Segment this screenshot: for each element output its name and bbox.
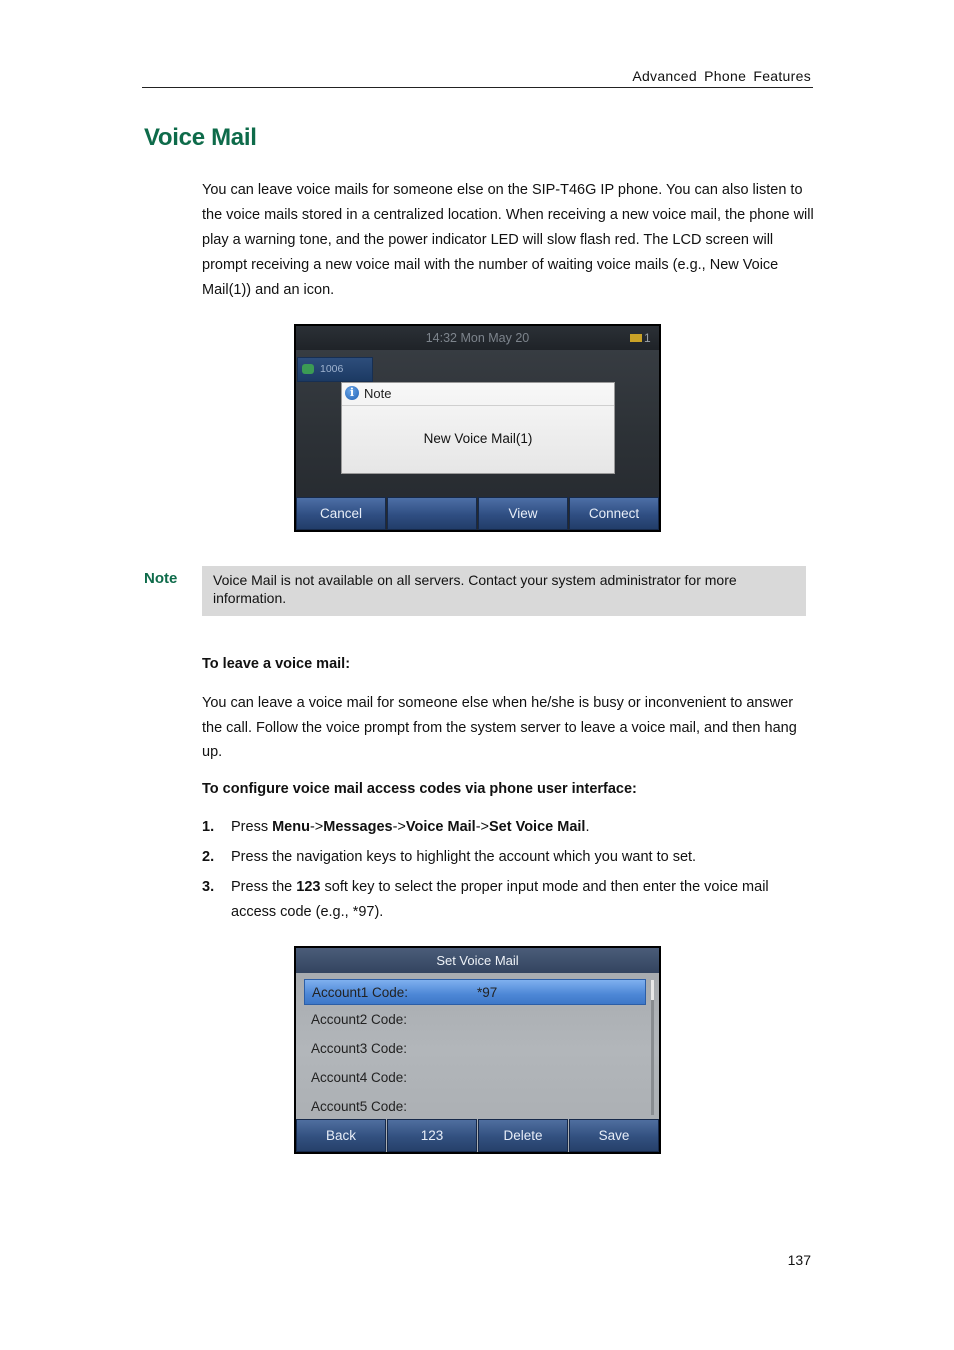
note-dialog	[341, 382, 615, 474]
row-label: Account1 Code:	[312, 985, 409, 1000]
scrollbar-thumb[interactable]	[651, 980, 654, 1000]
header-rule	[142, 87, 813, 88]
softkey-bar	[296, 497, 659, 530]
phone-icon	[302, 364, 314, 374]
step-number: 1.	[202, 819, 215, 835]
note-label: Note	[144, 570, 178, 587]
menu-path-sep: ->	[309, 819, 324, 835]
account-label: 1006	[320, 363, 344, 375]
menu-path-menu: Menu	[272, 819, 310, 835]
row-label: Account5 Code:	[311, 1099, 408, 1114]
step-number: 3.	[202, 879, 215, 895]
step-text: Press the navigation keys to highlight the account which you want to set.	[231, 849, 697, 865]
leave-voicemail-paragraph: You can leave a voice mail for someone else when he/she is busy or inconvenient to answer the call. Follow the voice prompt from the system server to leave a voice mail, and then hang up.	[202, 695, 797, 760]
envelope-icon	[630, 334, 642, 342]
page-number: 137	[787, 1252, 811, 1268]
row-label: Account2 Code:	[311, 1012, 408, 1027]
step-post: soft key to select the proper input mode and then enter the voice mail access code (e.g., *97).	[231, 879, 769, 920]
menu-path-set-voice-mail: Set Voice Mail	[489, 819, 586, 835]
leave-voicemail-heading: To leave a voice mail:	[202, 656, 351, 672]
account5-code-row[interactable]	[304, 1094, 644, 1119]
row-label: Account4 Code:	[311, 1070, 408, 1085]
softkey-connect[interactable]: Connect	[569, 497, 659, 530]
softkey-view[interactable]: View	[478, 497, 568, 530]
account-line-key[interactable]	[297, 357, 373, 382]
account2-code-row[interactable]	[304, 1007, 644, 1032]
mail-count: 1	[644, 331, 651, 345]
softkey-empty[interactable]	[387, 497, 477, 530]
row-label: Account3 Code:	[311, 1041, 408, 1056]
softkey-cancel[interactable]: Cancel	[296, 497, 386, 530]
menu-path-sep: ->	[392, 819, 406, 835]
step-number: 2.	[202, 849, 215, 865]
menu-path-sep: ->	[475, 819, 490, 835]
info-icon: i	[345, 386, 359, 400]
account4-code-row[interactable]	[304, 1065, 644, 1090]
note-text: Voice Mail is not available on all servers. Contact your system administrator for more information.	[213, 572, 737, 606]
scrollbar[interactable]	[651, 980, 654, 1115]
softkey-delete[interactable]: Delete	[478, 1119, 568, 1152]
running-header: Advanced Phone Features	[632, 68, 811, 84]
intro-paragraph: You can leave voice mails for someone else on the SIP-T46G IP phone. You can also listen to the voice mails stored in a centralized location. When receiving a new voice mail, the phone will play a warning tone, and the power indicator LED will slow flash red. The LCD screen will prompt receiving a new voice mail with the number of waiting voice mails (e.g., New Voice Mail(1)) and an icon.	[202, 182, 814, 298]
phone-screen-new-voicemail	[294, 324, 661, 532]
softkey-bar	[296, 1119, 659, 1152]
step-text	[231, 875, 815, 925]
step-press: Press	[231, 819, 273, 835]
account1-code-row[interactable]	[304, 979, 646, 1005]
menu-path-messages: Messages	[323, 819, 393, 835]
row-value[interactable]: *97	[477, 985, 498, 1000]
step-end: .	[585, 819, 590, 835]
step-text	[231, 815, 815, 840]
softkey-back[interactable]: Back	[296, 1119, 386, 1152]
menu-path-voice-mail: Voice Mail	[405, 819, 476, 835]
softkey-save[interactable]: Save	[569, 1119, 659, 1152]
softkey-123[interactable]: 123	[387, 1119, 477, 1152]
softkey-name: 123	[296, 879, 321, 895]
dialog-title: Note	[364, 386, 392, 401]
account3-code-row[interactable]	[304, 1036, 644, 1061]
screen-title: Set Voice Mail	[296, 948, 659, 973]
note-box	[202, 566, 806, 616]
configure-heading: To configure voice mail access codes via phone user interface:	[202, 781, 637, 797]
status-time: 14:32 Mon May 20	[425, 331, 530, 345]
dialog-message: New Voice Mail(1)	[423, 431, 533, 446]
phone-screen-set-voicemail	[294, 946, 661, 1154]
status-bar	[296, 326, 659, 350]
section-title: Voice Mail	[144, 124, 257, 151]
step-pre: Press the	[231, 879, 297, 895]
dialog-header	[342, 383, 614, 406]
